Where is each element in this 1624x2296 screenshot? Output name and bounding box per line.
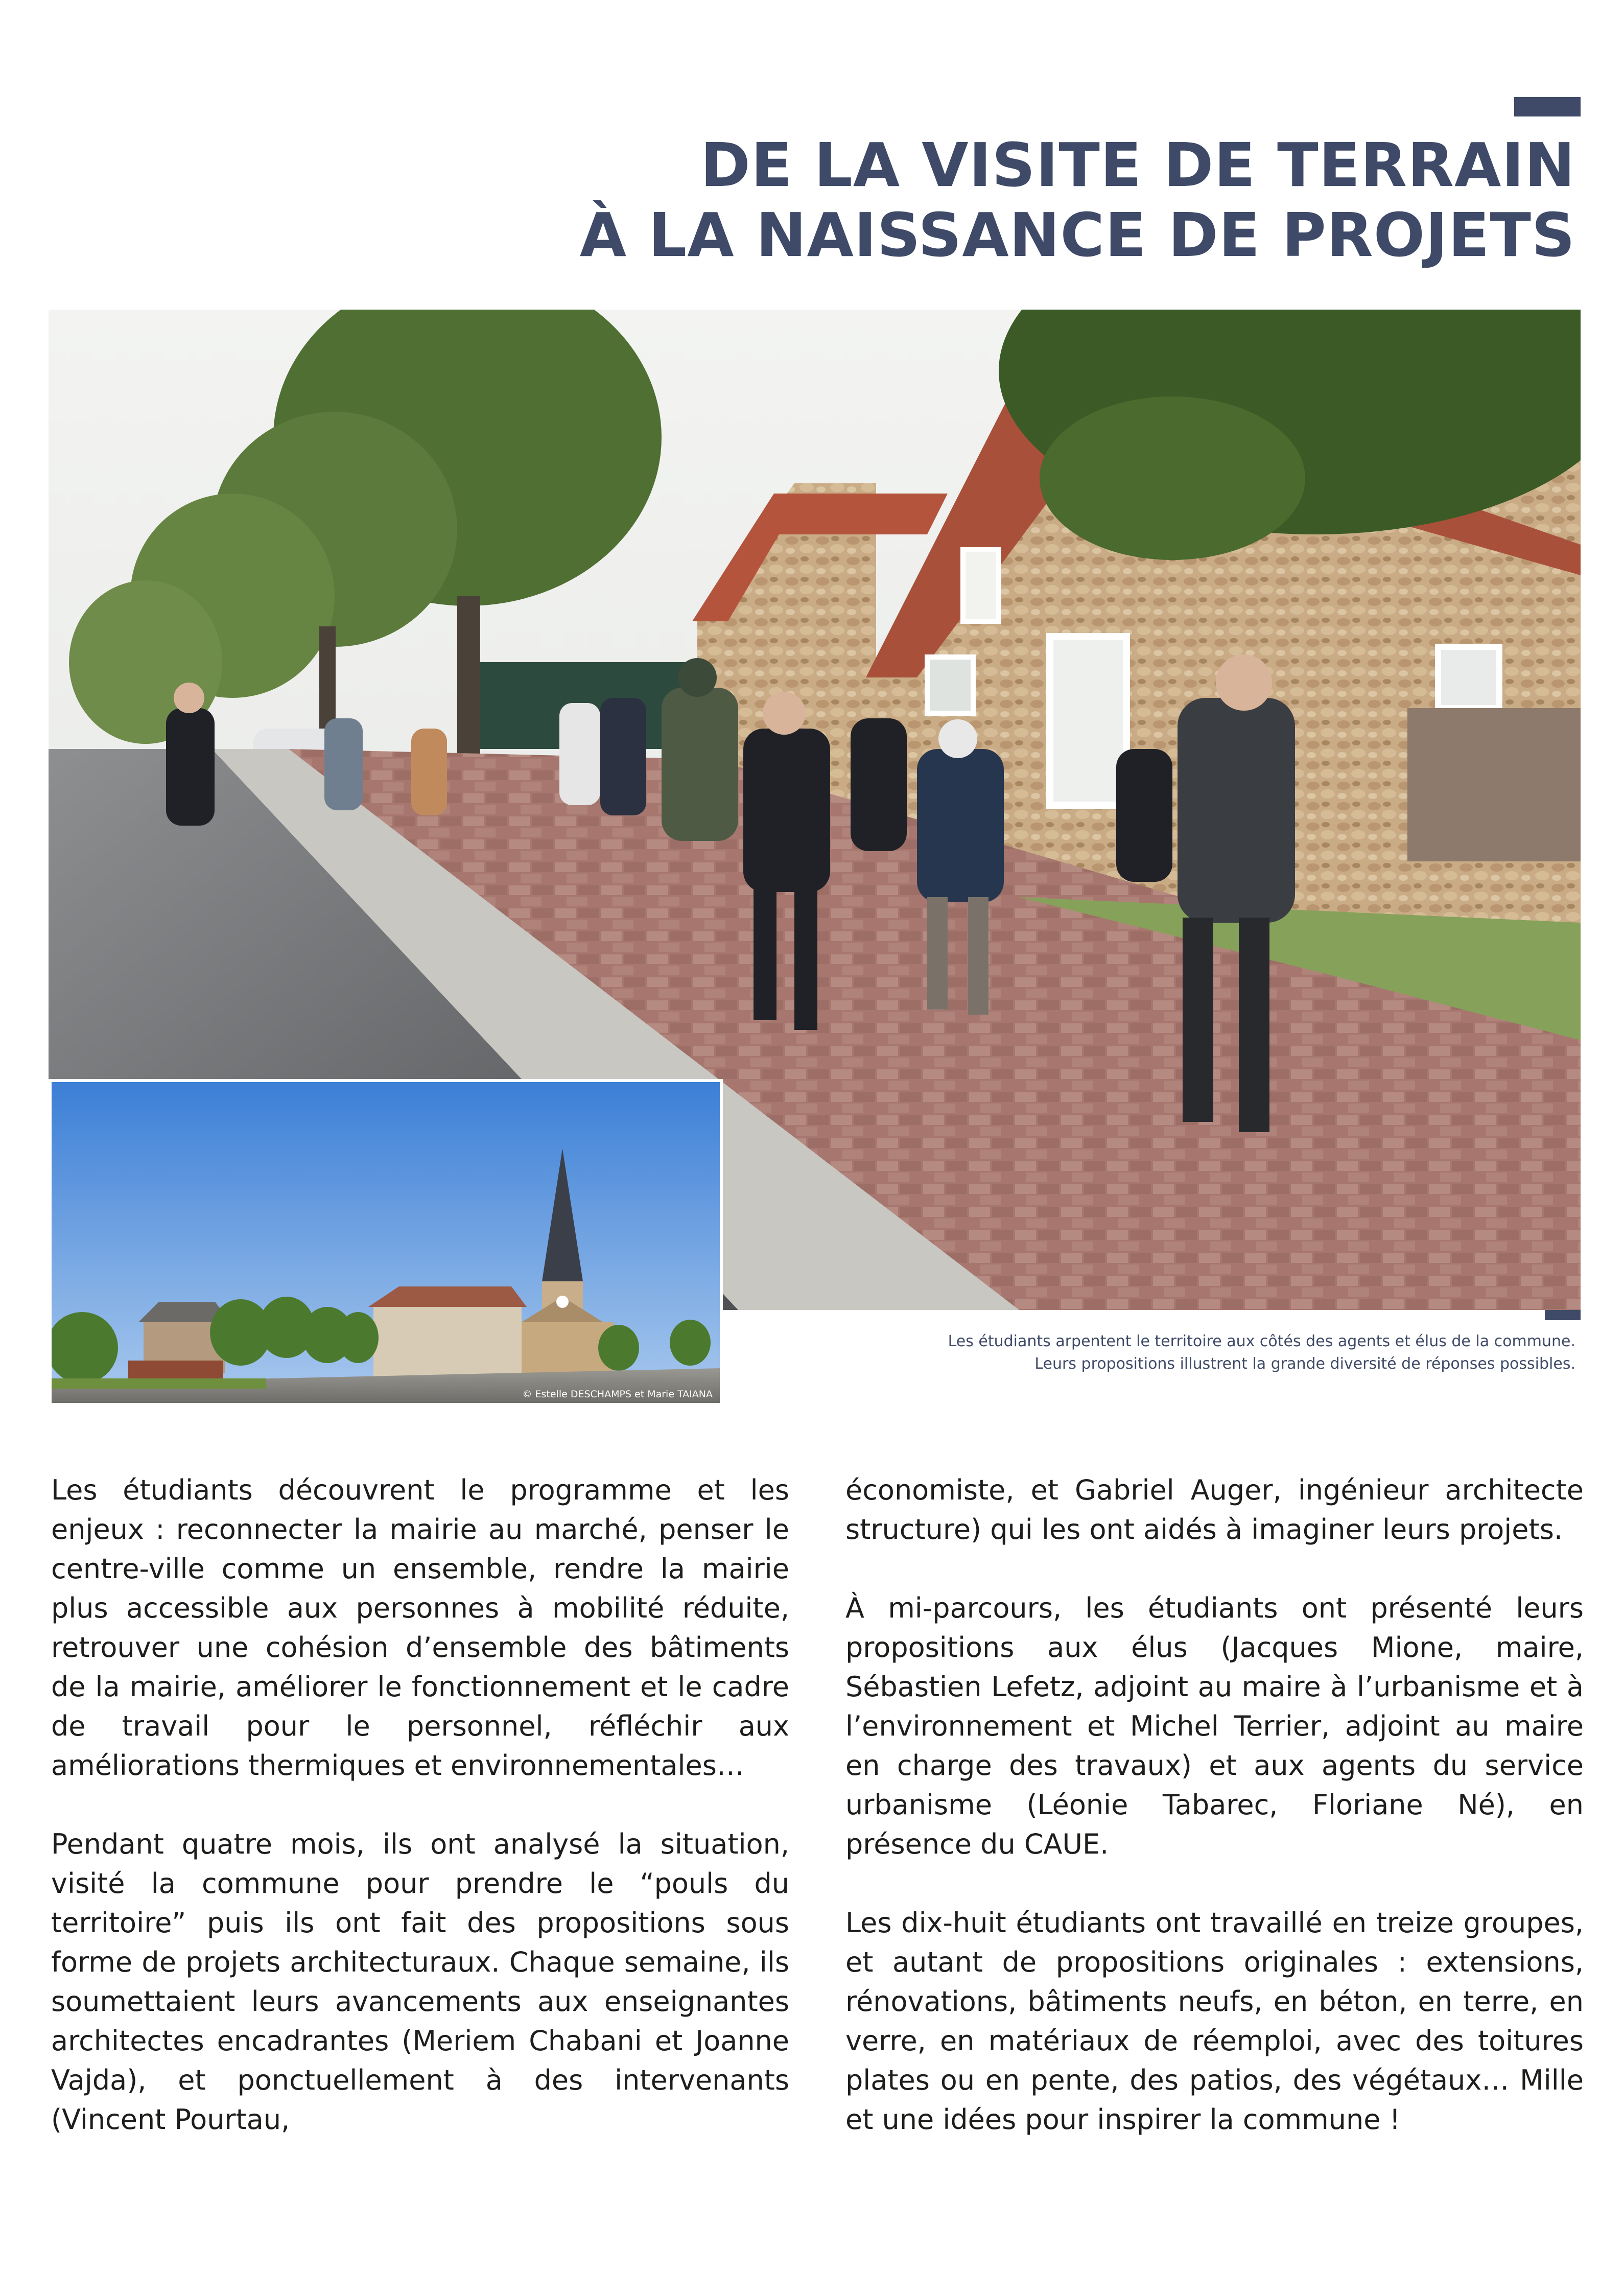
page-title-line-1: DE LA VISITE DE TERRAIN xyxy=(700,130,1575,200)
photo-caption xyxy=(948,1330,1575,1375)
body-column-right xyxy=(845,1470,1584,2178)
body-paragraph: Pendant quatre mois, ils ont analysé la situation, visité la commune pour prendre le “pouls du territoire” puis ils ont fait des propositions sous forme de projets architecturaux. Chaque semaine, ils soumettaient leurs avancements aux enseignantes architectes encadrantes (Meriem Chabani et Joanne Vajda), et ponctuellement à des intervenants (Vincent Pourtau, xyxy=(51,1828,789,2136)
body-paragraph: Les dix-huit étudiants ont travaillé en treize groupes, et autant de propositions originales : extensions, rénovations, bâtiments neufs, en béton, en terre, en verre, en matériaux de réemploi, avec des toitures plates ou en pente, des patios, des végétaux… Mille et une idées pour inspirer la commune ! xyxy=(845,1907,1584,2136)
photo-accent-tick xyxy=(1545,1310,1581,1320)
body-paragraph: Les étudiants découvrent le programme et les enjeux : reconnecter la mairie au marché, penser le centre-ville comme un ensemble, rendre la mairie plus accessible aux personnes à mobilité réduite, retrouver une cohésion d’ensemble des bâtiments de la mairie, améliorer le fonctionnement et le cadre de travail pour le personnel, réfléchir aux améliorations thermiques et environnementales… xyxy=(51,1474,789,1782)
page-title-line-2: À LA NAISSANCE DE PROJETS xyxy=(579,200,1575,270)
body-paragraph: économiste, et Gabriel Auger, ingénieur architecte structure) qui les ont aidés à imaginer leurs projets. xyxy=(845,1474,1584,1545)
body-paragraph: À mi-parcours, les étudiants ont présenté leurs propositions aux élus (Jacques Mione, maire, Sébastien Lefetz, adjoint au maire à l’urbanisme et à l’environnement et Michel Terrier, adjoint au maire en charge des travaux) et aux agents du service urbanisme (Léonie Tabarec, Floriane Né), en présence du CAUE. xyxy=(845,1592,1584,1860)
inset-photo-town-center-rendering xyxy=(49,1079,723,1406)
photo-caption-line-1: Les étudiants arpentent le territoire aux côtés des agents et élus de la commune. xyxy=(948,1332,1575,1350)
header-accent-bar xyxy=(1514,97,1581,116)
body-column-left xyxy=(51,1470,789,2178)
page-title xyxy=(580,130,1575,270)
photo-caption-line-2: Leurs propositions illustrent la grande diversité de réponses possibles. xyxy=(1034,1355,1575,1373)
photo-credit: © Estelle DESCHAMPS et Marie TAIANA xyxy=(522,1389,713,1400)
